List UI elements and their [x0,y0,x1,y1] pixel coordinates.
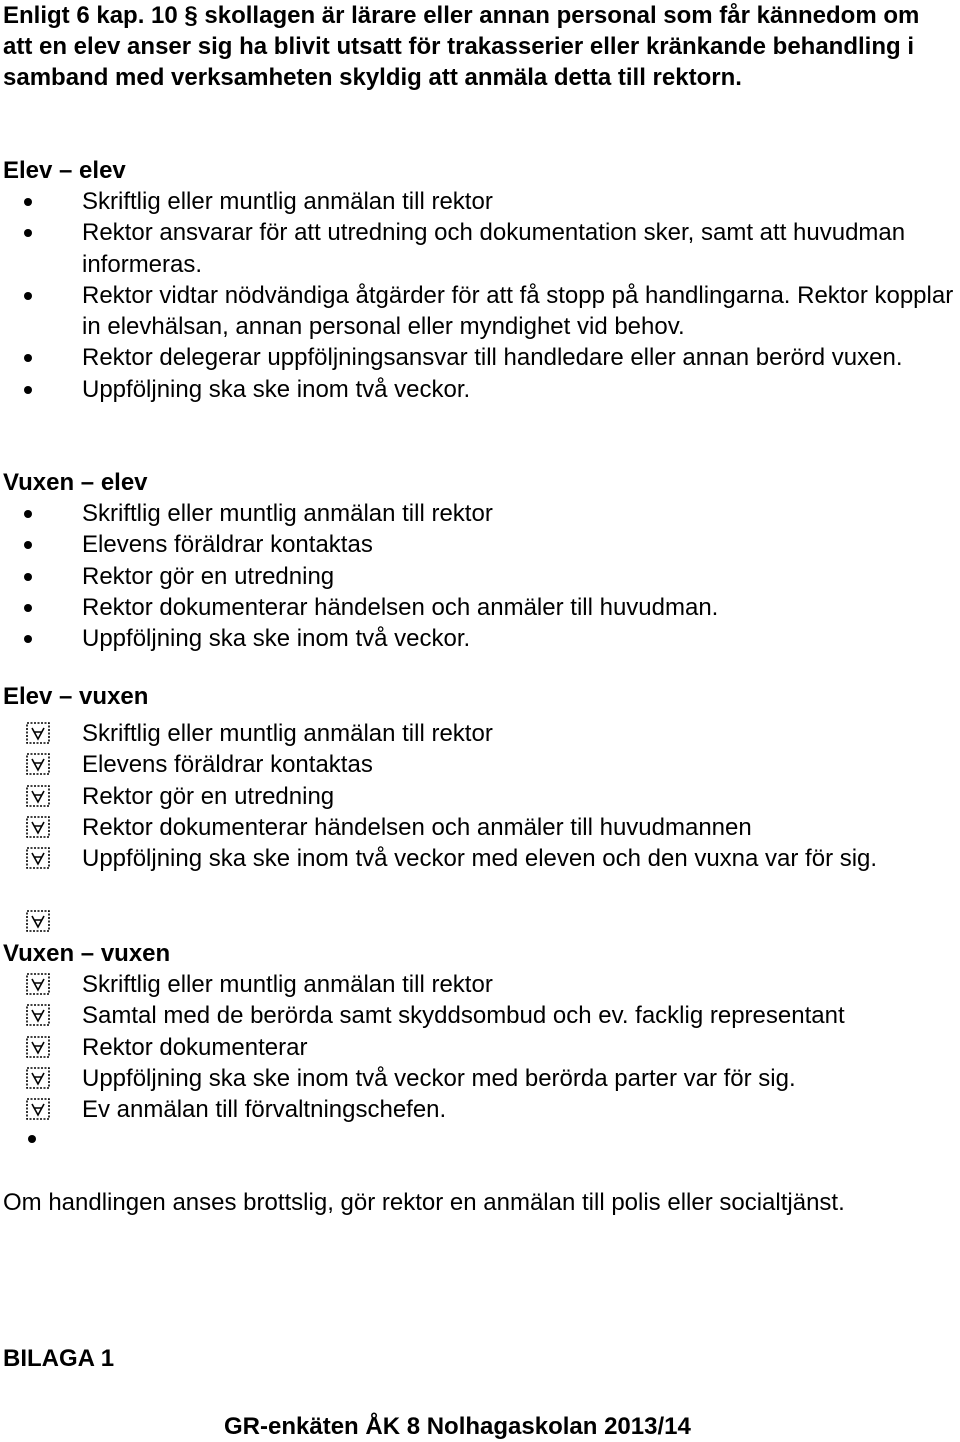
wingdings-box-icon [26,847,50,869]
list-item: Elevens föräldrar kontaktas [0,749,960,780]
list-item: Elevens föräldrar kontaktas [0,529,960,560]
list-item: Skriftlig eller muntlig anmälan till rektor [0,969,960,1000]
wingdings-box-icon [26,1067,50,1089]
page-footer: GR-enkäten ÅK 8 Nolhagaskolan 2013/14 [224,1413,691,1440]
bullet-icon [28,1135,36,1143]
list-item: Uppföljning ska ske inom två veckor med berörda parter var för sig. [0,1063,960,1094]
list-item: Uppföljning ska ske inom två veckor med eleven och den vuxna var för sig. [0,843,960,874]
wingdings-box-icon [26,973,50,995]
list-item: Rektor ansvarar för att utredning och dokumentation sker, samt att huvudman informeras. [0,217,960,280]
section-heading-vuxen-vuxen: Vuxen – vuxen [3,940,171,967]
list-item: Uppföljning ska ske inom två veckor. [0,623,960,654]
bullet-icon [24,635,32,643]
bullet-icon [24,510,32,518]
closing-paragraph: Om handlingen anses brottslig, gör rektor en anmälan till polis eller socialtjänst. [3,1189,845,1216]
list-item: Rektor gör en utredning [0,561,960,592]
list-item: Rektor gör en utredning [0,781,960,812]
list-item: Samtal med de berörda samt skyddsombud och ev. facklig representant [0,1000,960,1031]
list-item: Uppföljning ska ske inom två veckor. [0,374,960,405]
appendix-label: BILAGA 1 [3,1345,115,1372]
list-item: Skriftlig eller muntlig anmälan till rektor [0,718,960,749]
wingdings-box-icon [26,1036,50,1058]
list-item: Rektor dokumenterar [0,1032,960,1063]
list-item: Skriftlig eller muntlig anmälan till rektor [0,186,960,217]
bullet-icon [24,354,32,362]
wingdings-box-icon [26,1004,50,1026]
bullet-icon [24,541,32,549]
list-item: Rektor dokumenterar händelsen och anmäler till huvudman. [0,592,960,623]
wingdings-box-icon [26,1098,50,1120]
bullet-icon [24,198,32,206]
section-heading-elev-elev: Elev – elev [3,157,126,184]
list-item: Rektor delegerar uppföljningsansvar till handledare eller annan berörd vuxen. [0,342,960,373]
bullet-icon [24,292,32,300]
list-item: Rektor dokumenterar händelsen och anmäler till huvudmannen [0,812,960,843]
list-item: Ev anmälan till förvaltningschefen. [0,1094,960,1125]
bullet-icon [24,229,32,237]
list-vuxen-vuxen [0,969,960,1125]
section-heading-vuxen-elev: Vuxen – elev [3,469,148,496]
list-item: Rektor vidtar nödvändiga åtgärder för att få stopp på handlingarna. Rektor kopplar in elevhälsan, annan personal eller myndighet vid behov. [0,280,960,343]
wingdings-box-icon [26,785,50,807]
bullet-icon [24,573,32,581]
wingdings-box-icon [26,722,50,744]
list-item: Skriftlig eller muntlig anmälan till rektor [0,498,960,529]
wingdings-box-icon [26,910,50,932]
list-vuxen-elev [0,498,960,654]
bullet-icon [24,604,32,612]
bullet-icon [24,386,32,394]
intro-paragraph: Enligt 6 kap. 10 § skollagen är lärare eller annan personal som får kännedom om att en elev anser sig ha blivit utsatt för trakasserier eller kränkande behandling i samband med verksamheten skyldig att anmäla detta till rektorn. [3,2,920,91]
section-heading-elev-vuxen: Elev – vuxen [3,683,149,710]
list-elev-elev [0,186,960,405]
wingdings-box-icon [26,816,50,838]
wingdings-box-icon [26,753,50,775]
list-elev-vuxen [0,718,960,874]
